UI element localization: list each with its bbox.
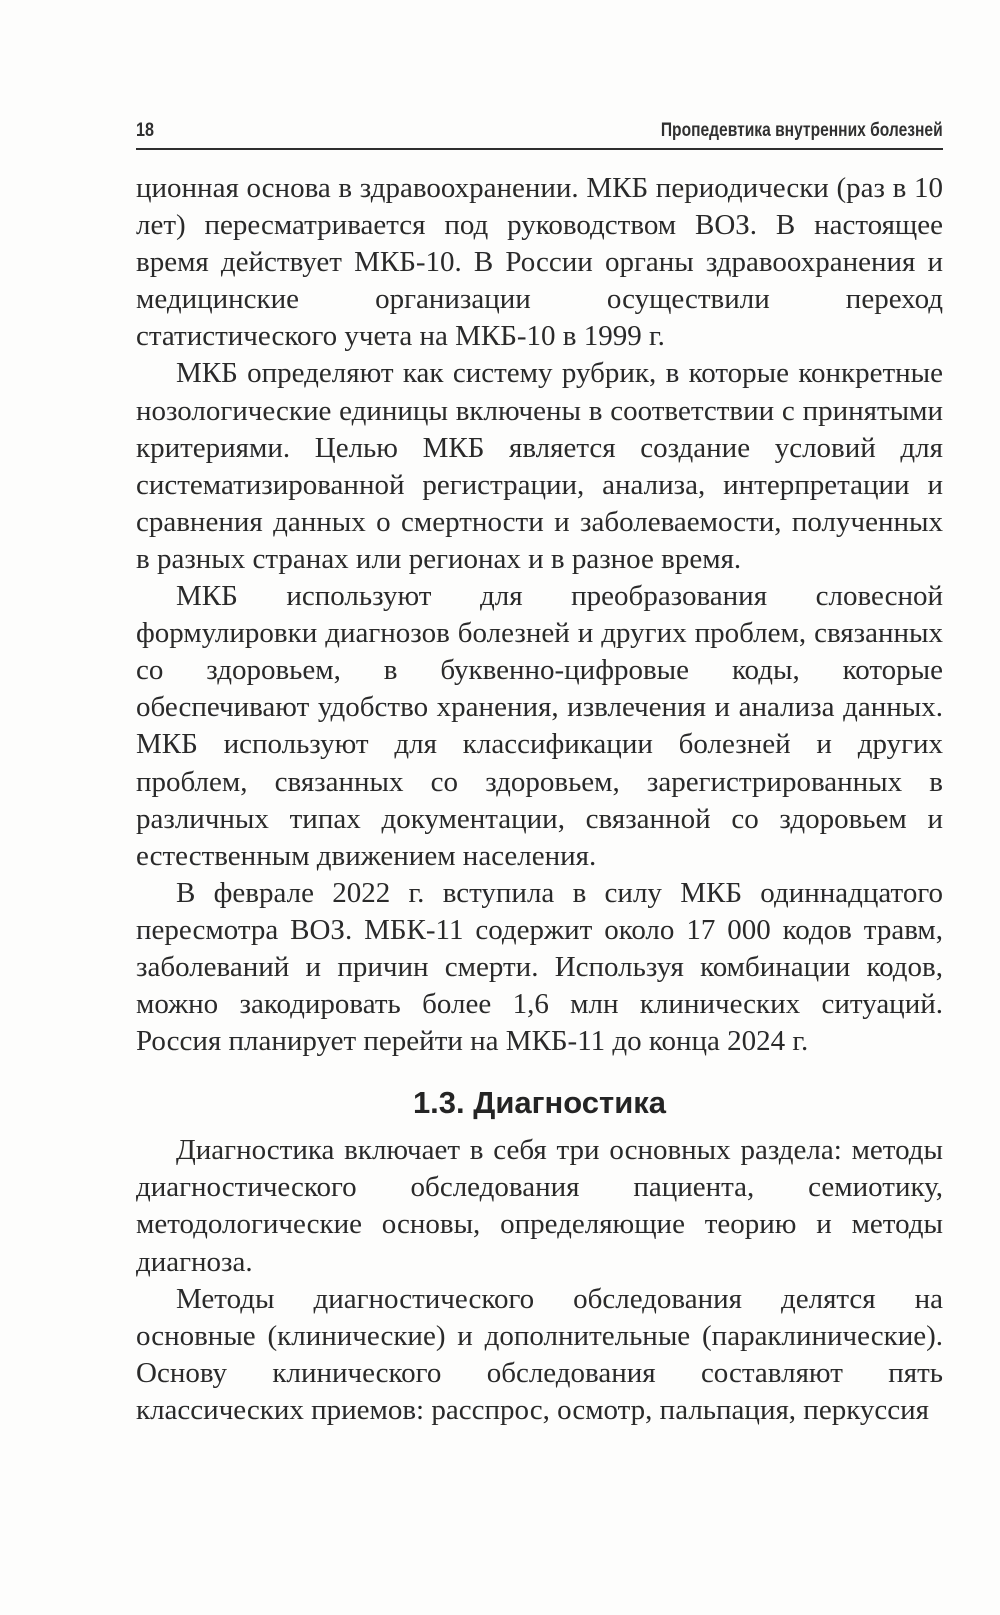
paragraph-icd-usage: МКБ используют для преобразования словесной формулировки диагнозов болезней и других проблем, связанных со здоровьем, в буквенно-цифровые коды, которые обеспечивают удобство хранения, извлечения и анализа данных. МКБ используют для классификации болезней и других проблем, связанных со здоровьем, зарегистрированных в различных типах документации, связанной со здоровьем и естественным движением населения. [136,580,943,872]
paragraph-diagnostic-methods: Методы диагностического обследования делятся на основные (клинические) и дополнительные (параклинические). Основу клинического обследования составляют пять классических приемов: расспрос, осмотр, пальпация, перкуссия [136,1282,943,1426]
page-number: 18 [136,120,154,141]
paragraph-icd-11: В феврале 2022 г. вступила в силу МКБ одиннадцатого пересмотра ВОЗ. МБК-11 содержит около 17 000 кодов травм, заболеваний и причин смерти. Используя комбинации кодов, можно закодировать более 1,6 млн клинических ситуаций. Россия планирует перейти на МКБ-11 до конца 2024 г. [136,876,943,1058]
body-text [136,170,943,1429]
paragraph-diagnostics-sections: Диагностика включает в себя три основных раздела: методы диагностического обследования пациента, семиотику, методологические основы, определяющие теорию и методы диагноза. [136,1134,943,1278]
paragraph-icd-definition: МКБ определяют как систему рубрик, в которые конкретные нозологические единицы включены в соответствии с принятыми критериями. Целью МКБ является создание условий для систематизированной регистрации, анализа, интерпретации и сравнения данных о смертности и заболеваемости, полученных в разных странах или регионах и в разное время. [136,357,943,575]
paragraph-continued: ционная основа в здравоохранении. МКБ периодически (раз в 10 лет) пересматривается под руководством ВОЗ. В настоящее время действует МКБ-10. В России органы здравоохранения и медицинские организации осуществили переход статистического учета на МКБ-10 в 1999 г. [136,172,943,353]
book-title: Пропедевтика внутренних болезней [661,120,943,141]
section-heading: 1.3. Диагностика [412,1085,667,1121]
running-header [136,118,943,150]
